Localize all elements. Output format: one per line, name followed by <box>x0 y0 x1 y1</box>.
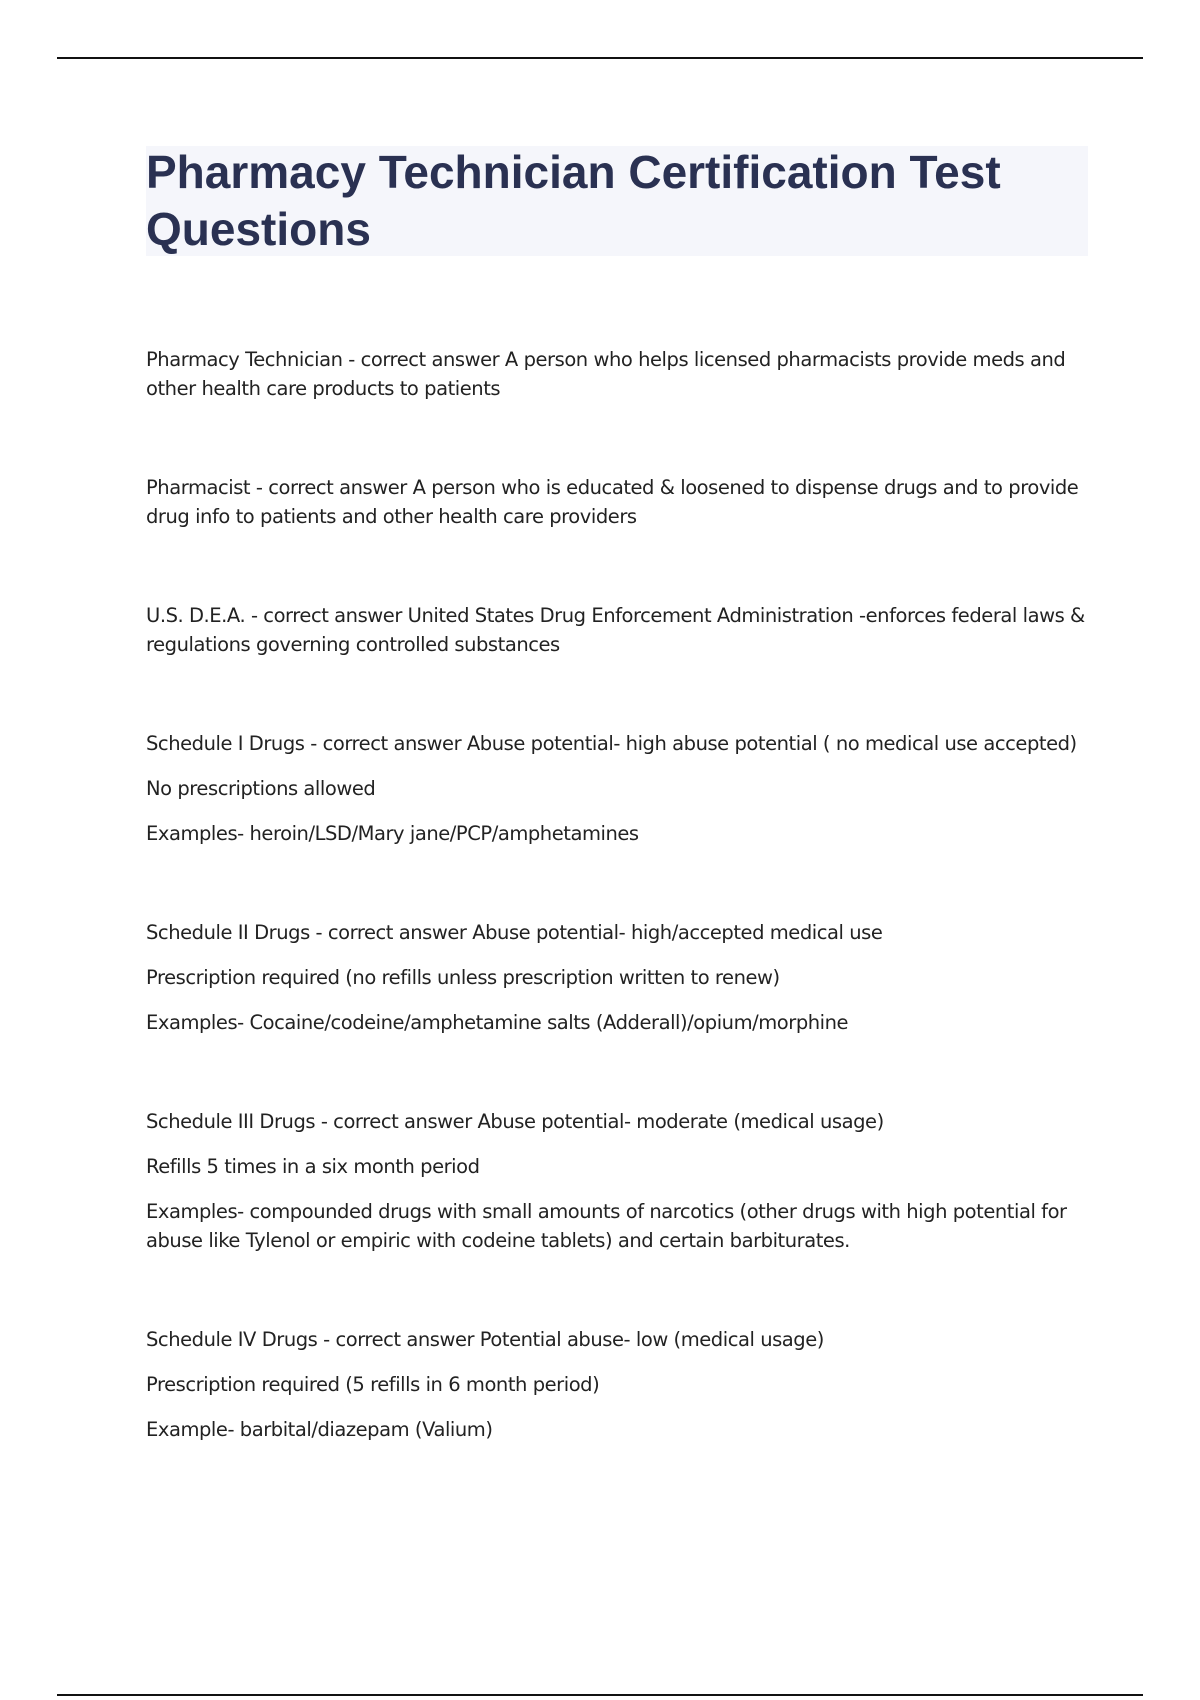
entry-text: Pharmacist - correct answer A person who is educated & loosened to dispense drugs and to provide drug info to patients and other health care providers <box>146 476 1079 528</box>
entry-detail: Example- barbital/diazepam (Valium) <box>146 1418 493 1441</box>
entry-schedule-iv <box>146 1325 1096 1444</box>
top-rule <box>57 57 1143 59</box>
bottom-rule <box>57 1694 1143 1696</box>
entry-detail: Refills 5 times in a six month period <box>146 1155 480 1178</box>
entry-detail: Examples- compounded drugs with small amounts of narcotics (other drugs with high potential for abuse like Tylenol or empiric with codeine tablets) and certain barbiturates. <box>146 1200 1067 1252</box>
entry-text: Schedule II Drugs - correct answer Abuse potential- high/accepted medical use <box>146 921 883 944</box>
entry-schedule-i <box>146 729 1096 848</box>
entry-text: Schedule III Drugs - correct answer Abuse potential- moderate (medical usage) <box>146 1110 884 1133</box>
entry-pharmacist <box>146 473 1096 531</box>
entry-detail: Prescription required (5 refills in 6 month period) <box>146 1373 600 1396</box>
entry-schedule-iii <box>146 1107 1096 1255</box>
entry-text: U.S. D.E.A. - correct answer United States Drug Enforcement Administration -enforces federal laws & regulations governing controlled substances <box>146 604 1085 656</box>
entry-text: Pharmacy Technician - correct answer A person who helps licensed pharmacists provide meds and other health care products to patients <box>146 348 1066 400</box>
entry-us-dea <box>146 601 1096 659</box>
entry-detail: No prescriptions allowed <box>146 777 376 800</box>
entry-detail: Examples- heroin/LSD/Mary jane/PCP/amphetamines <box>146 822 639 845</box>
entry-detail: Examples- Cocaine/codeine/amphetamine salts (Adderall)/opium/morphine <box>146 1011 849 1034</box>
document-body <box>146 345 1096 1444</box>
document-title: Pharmacy Technician Certification Test Questions <box>146 146 1001 255</box>
entry-text: Schedule I Drugs - correct answer Abuse potential- high abuse potential ( no medical use accepted) <box>146 732 1077 755</box>
entry-text: Schedule IV Drugs - correct answer Potential abuse- low (medical usage) <box>146 1328 824 1351</box>
entry-schedule-ii <box>146 918 1096 1037</box>
entry-detail: Prescription required (no refills unless prescription written to renew) <box>146 966 780 989</box>
entry-pharmacy-technician <box>146 345 1096 403</box>
